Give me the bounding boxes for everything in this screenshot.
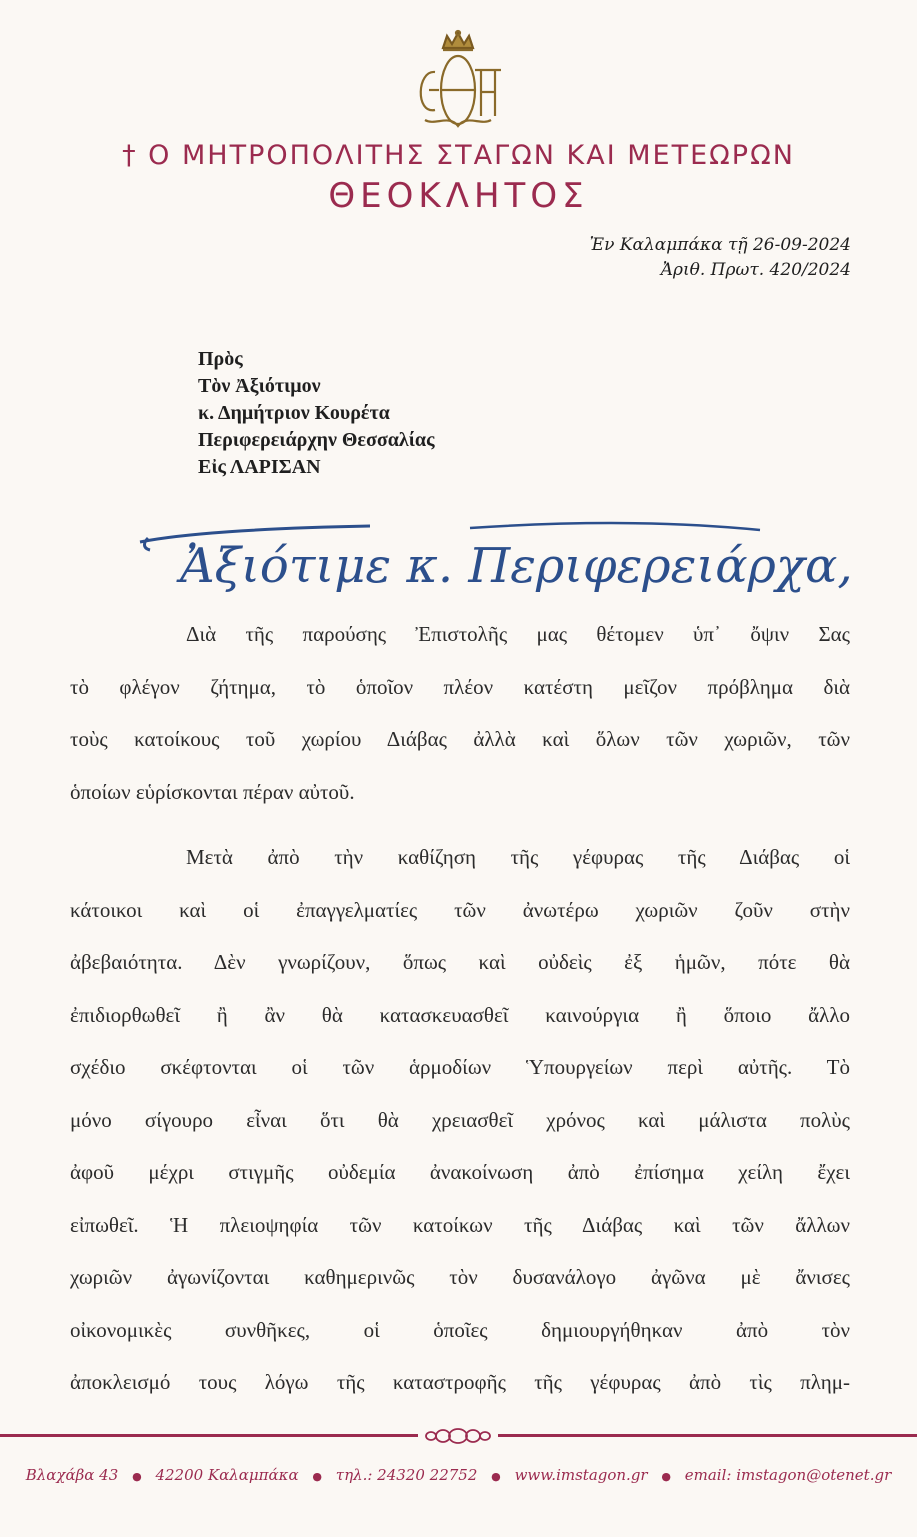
recipient-line: Πρὸς	[198, 348, 243, 370]
text-line: ἀφοῦ μέχρι στιγμῆς οὐδεμία ἀνακοίνωση ἀπὸ ἐπίσημα χείλη ἔχει	[70, 1160, 850, 1184]
footer-separator: ●	[661, 1470, 671, 1483]
salutation-text: Ἀξιότιμε κ. Περιφερειάρχα,	[180, 538, 853, 594]
footer-postal: 42200 Καλαμπάκα	[155, 1466, 299, 1484]
footer-phone: τηλ.: 24320 22752	[335, 1466, 478, 1484]
recipient-line: Εἰς ΛΑΡΙΣΑΝ	[198, 456, 321, 478]
monogram-seal-icon	[405, 30, 511, 134]
handwritten-salutation	[140, 516, 853, 606]
text-line: ἀποκλεισμό τους λόγω τῆς καταστροφῆς τῆς γέφυρας ἀπὸ τὶς πλημ-	[70, 1370, 850, 1394]
recipient-line: κ. Δημήτριον Κουρέτα	[198, 402, 390, 424]
text-line: ἐπιδιορθωθεῖ ἢ ἂν θὰ κατασκευασθεῖ καινούργια ἢ ὅποιο ἄλλο	[70, 1002, 850, 1027]
ornament-icon	[418, 1422, 498, 1450]
footer-separator: ●	[132, 1470, 142, 1483]
footer-address: Βλαχάβα 43	[25, 1466, 119, 1484]
issuer-name: ΘΕΟΚΛΗΤΟΣ	[328, 176, 589, 216]
text-line: Διὰ τῆς παρούσης Ἐπιστολῆς μας θέτομεν ὑπ᾽ ὄψιν Σας	[186, 622, 850, 646]
protocol-number: Ἀριθ. Πρωτ. 420/2024	[660, 260, 851, 280]
text-line: σχέδιο σκέφτονται οἱ τῶν ἁρμοδίων Ὑπουργείων περὶ αὐτῆς. Τὸ	[70, 1055, 850, 1079]
recipient-line: Τὸν Ἀξιότιμον	[198, 375, 321, 397]
text-line: ὁποίων εὑρίσκονται πέραν αὐτοῦ.	[70, 779, 355, 804]
text-line: κάτοικοι καὶ οἱ ἐπαγγελματίες τῶν ἀνωτέρω χωριῶν ζοῦν στὴν	[70, 897, 850, 922]
text-line: ἀβεβαιότητα. Δὲν γνωρίζουν, ὅπως καὶ οὐδεὶς ἐξ ἡμῶν, πότε θὰ	[70, 950, 850, 974]
recipient-address	[198, 346, 435, 481]
issuer-title: † Ο ΜΗΤΡΟΠΟΛΙΤΗΣ ΣΤΑΓΩΝ ΚΑΙ ΜΕΤΕΩΡΩΝ	[122, 140, 795, 171]
footer-separator: ●	[312, 1470, 323, 1483]
text-line: χωριῶν ἀγωνίζονται καθημερινῶς τὸν δυσανάλογο ἀγῶνα μὲ ἄνισες	[70, 1265, 850, 1289]
text-line: τοὺς κατοίκους τοῦ χωρίου Διάβας ἀλλὰ καὶ ὅλων τῶν χωριῶν, τῶν	[70, 727, 850, 751]
footer-contact	[0, 1466, 917, 1484]
footer-email-link[interactable]: email: imstagon@otenet.gr	[684, 1466, 892, 1484]
footer-separator: ●	[491, 1470, 501, 1483]
text-line: εἰπωθεῖ. Ἡ πλειοψηφία τῶν κατοίκων τῆς Διάβας καὶ τῶν ἄλλων	[70, 1212, 850, 1237]
recipient-line: Περιφερειάρχην Θεσσαλίας	[198, 429, 435, 451]
reference-block	[590, 233, 851, 283]
body-paragraph-1	[70, 608, 850, 818]
body-paragraph-2	[70, 831, 850, 1409]
place-date: Ἐν Καλαμπάκα τῇ 26-09-2024	[589, 235, 851, 255]
text-line: οἰκονομικὲς συνθῆκες, οἱ ὁποῖες δημιουργήθηκαν ἀπὸ τὸν	[70, 1317, 850, 1342]
text-line: μόνο σίγουρο εἶναι ὅτι θὰ χρειασθεῖ χρόνος καὶ μάλιστα πολὺς	[70, 1107, 850, 1132]
text-line: τὸ φλέγον ζήτημα, τὸ ὁποῖον πλέον κατέστη μεῖζον πρόβλημα διὰ	[70, 674, 850, 699]
text-line: Μετὰ ἀπὸ τὴν καθίζηση τῆς γέφυρας τῆς Διάβας οἱ	[186, 845, 850, 869]
footer-website-link[interactable]: www.imstagon.gr	[514, 1466, 648, 1484]
